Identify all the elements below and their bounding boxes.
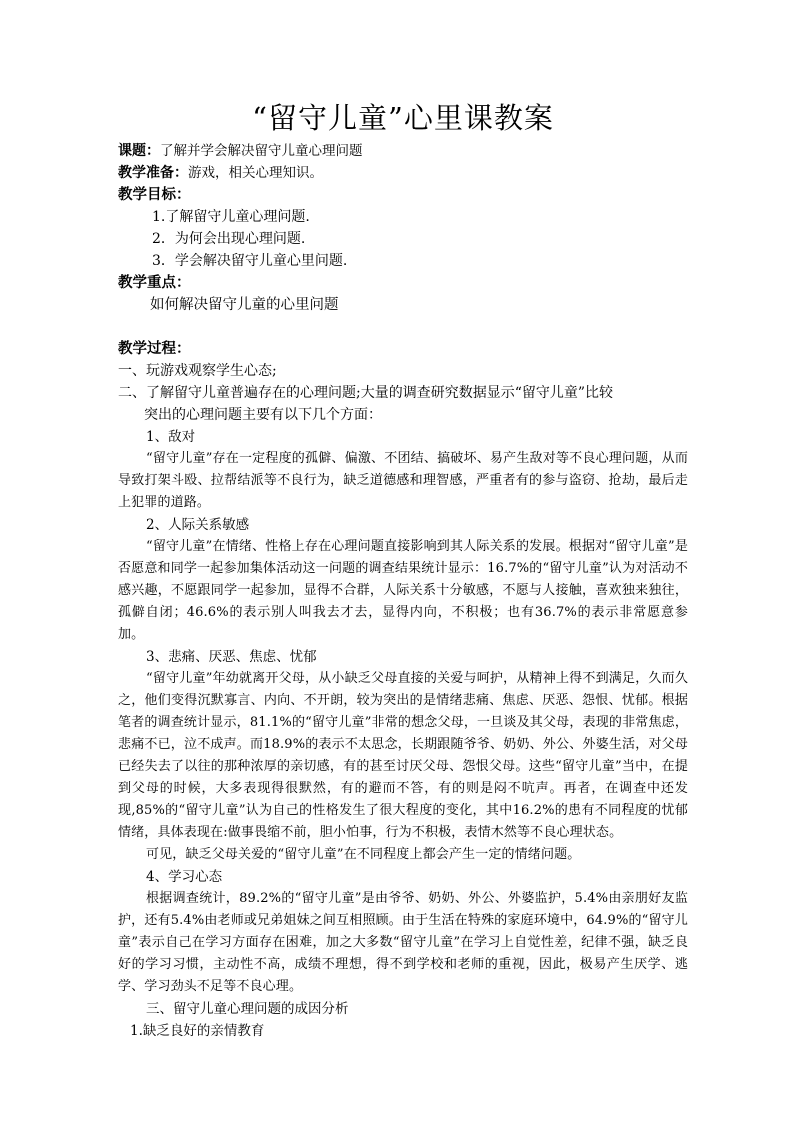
paragraph-learning: 根据调查统计，89.2%的“留守儿童”是由爷爷、奶奶、外公、外婆监护，5.4%由亲朋好友监护，还有5.4%由老师或兄弟姐妹之间互相照顾。由于生活在特殊的家庭环境中，64.9%的“留守儿童”表示自己在学习方面存在困难，加之大多数“留守儿童”在学习上自觉性差，纪律不强，缺乏良好的学习习惯，主动性不高，成绩不理想，得不到学校和老师的重视，因此，极易产生厌学、逃学、学习劲头不足等不良心理。: [118, 891, 688, 994]
subsection-title-hostility: 1、敌对: [146, 429, 196, 445]
paragraph-emotion: “留守儿童”年幼就离开父母，从小缺乏父母直接的关爱与呵护，从精神上得不到满足，久而久之，他们变得沉默寡言、内向、不开朗，较为突出的是情绪悲痛、焦虑、厌恶、怨恨、忧郁。根据笔者的调查统计显示，81.1%的“留守儿童”非常的想念父母，一旦谈及其父母，表现的非常焦虑，悲痛不已，泣不成声。而18.9%的表示不太思念，长期跟随爷爷、奶奶、外公、外婆生活，对父母已经失去了以往的那种浓厚的亲切感，有的甚至讨厌父母、怨恨父母。这些“留守儿童”当中，在提到父母的时候，大多表现得很默然，有的避而不答，有的则是闷不吭声。再者，在调查中还发现,85%的“留守儿童”认为自己的性格发生了很大程度的变化，其中16.2%的患有不同程度的忧郁情绪，具体表现在:做事畏缩不前，胆小怕事，行为不积极，表情木然等不良心理状态。: [118, 671, 688, 840]
objective-item: 3．学会解决留守儿童心里问题.: [152, 253, 348, 269]
prep-value: 游戏，相关心理知识。: [188, 165, 323, 181]
document-page: [118, 96, 688, 1042]
blank-line: [118, 316, 688, 338]
analysis-subheading: 1.缺乏良好的亲情教育: [130, 1023, 265, 1039]
paragraph-interpersonal: “留守儿童”在情绪、性格上存在心理问题直接影响到其人际关系的发展。根据对“留守儿童”是否愿意和同学一起参加集体活动这一问题的调查结果统计显示：16.7%的“留守儿童”认为对活动不感兴趣，不愿跟同学一起参加，显得不合群，人际关系十分敏感，不愿与人接触，喜欢独来独往，孤僻自闭；46.6%的表示别人叫我去才去，显得内向，不积极；也有36.7%的表示非常愿意参加。: [118, 539, 688, 642]
keypoint-text: 如何解决留守儿童的心里问题: [150, 297, 339, 313]
topic-label: 课题：: [118, 143, 160, 159]
topic-value: 了解并学会解决留守儿童心理问题: [160, 143, 363, 159]
page-title: “留守儿童”心里课教案: [252, 101, 554, 135]
keypoint-heading: 教学重点：: [118, 274, 191, 291]
objective-item: 1.了解留守儿童心理问题.: [152, 209, 310, 225]
subsection-title-interpersonal: 2、人际关系敏感: [146, 517, 250, 533]
process-item-1: 一、玩游戏观察学生心态;: [118, 363, 277, 379]
subsection-title-emotion: 3、悲痛、厌恶、焦虑、忧郁: [146, 649, 317, 665]
objective-item: 2．为何会出现心理问题.: [152, 231, 306, 247]
prep-line: [118, 162, 688, 184]
process-item-2-cont: 突出的心理问题主要有以下几个方面：: [144, 407, 382, 423]
process-heading: 教学过程：: [118, 340, 191, 357]
topic-line: [118, 140, 688, 162]
paragraph-emotion-conclusion: 可见，缺乏父母关爱的“留守儿童”在不同程度上都会产生一定的情绪问题。: [146, 847, 581, 862]
paragraph-hostility: “留守儿童”存在一定程度的孤僻、偏激、不团结、搞破坏、易产生敌对等不良心理问题，从而导致打架斗殴、拉帮结派等不良行为，缺乏道德感和理智感，严重者有的参与盗窃、抢劫，最后走上犯罪的道路。: [118, 451, 688, 510]
analysis-heading: 三、留守儿童心理问题的成因分析: [146, 1001, 349, 1017]
process-item-2: 二、了解留守儿童普遍存在的心理问题;大量的调查研究数据显示“留守儿童”比较: [118, 385, 614, 401]
prep-label: 教学准备：: [118, 165, 188, 181]
subsection-title-learning: 4、学习心态: [146, 869, 223, 885]
objectives-heading: 教学目标：: [118, 186, 191, 203]
